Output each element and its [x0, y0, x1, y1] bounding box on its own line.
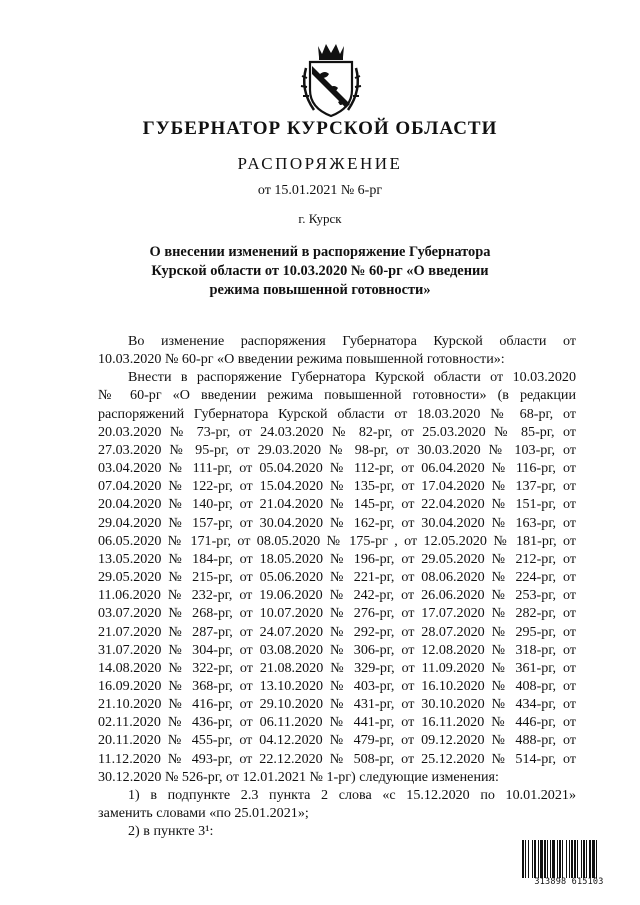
barcode-bar	[574, 840, 576, 878]
body-line: 20.04.2020 № 140-рг, от 21.04.2020 № 145-рг, от 22.04.2020 № 151-рг, от	[98, 496, 576, 513]
body-line: 27.03.2020 № 95-рг, от 29.03.2020 № 98-рг, от 30.03.2020 № 103-рг, от	[98, 441, 576, 458]
body-line: распоряжений Губернатора Курской области от 18.03.2020 № 68-рг, от	[98, 405, 576, 422]
barcode-bar	[559, 840, 561, 878]
body-line: 11.12.2020 № 493-рг, от 22.12.2020 № 508-рг, от 25.12.2020 № 514-рг, от	[98, 750, 576, 767]
barcode-bar	[534, 840, 536, 878]
body-line: заменить словами «по 25.01.2021»;	[98, 805, 309, 822]
document-date-number: от 15.01.2021 № 6-рг	[257, 183, 383, 198]
body-line: 07.04.2020 № 122-рг, от 15.04.2020 № 135-рг, от 17.04.2020 № 137-рг, от	[98, 478, 576, 495]
barcode-bar	[581, 840, 582, 878]
body-line: 11.06.2020 № 232-рг, от 19.06.2020 № 242-рг, от 26.06.2020 № 253-рг, от	[98, 587, 576, 604]
body-line: 10.03.2020 № 60-рг «О введении режима повышенной готовности»:	[98, 351, 505, 368]
body-line: 31.07.2020 № 304-рг, от 03.08.2020 № 306-рг, от 12.08.2020 № 318-рг, от	[98, 641, 576, 658]
barcode-bar	[538, 840, 539, 878]
barcode-bar	[550, 840, 551, 878]
barcode-bar	[586, 840, 587, 878]
barcode-bar	[547, 840, 548, 878]
barcode-bar	[566, 840, 567, 878]
barcode-bar	[569, 840, 570, 878]
kursk-coat-of-arms-icon	[296, 40, 366, 118]
barcode-bar	[525, 840, 526, 878]
barcode-bar	[589, 840, 591, 878]
barcode-number: 313898 615103	[534, 877, 604, 887]
subject-line: режима повышенной готовности»	[209, 282, 431, 298]
barcode-bar	[592, 840, 595, 878]
barcode-bar	[528, 840, 529, 878]
document-type: РАСПОРЯЖЕНИЕ	[237, 154, 403, 173]
governor-title: ГУБЕРНАТОР КУРСКОЙ ОБЛАСТИ	[142, 118, 498, 139]
body-line: 29.04.2020 № 157-рг, от 30.04.2020 № 162-рг, от 30.04.2020 № 163-рг, от	[98, 514, 576, 531]
barcode-bar	[562, 840, 563, 878]
body-line: 20.03.2020 № 73-рг, от 24.03.2020 № 82-рг, от 25.03.2020 № 85-рг, от	[98, 423, 576, 440]
body-line: 13.05.2020 № 184-рг, от 18.05.2020 № 196-рг, от 29.05.2020 № 212-рг, от	[98, 550, 576, 567]
body-line: 06.05.2020 № 171-рг, от 08.05.2020 № 175-рг , от 12.05.2020 № 181-рг, от	[98, 532, 576, 549]
body-line: 16.09.2020 № 368-рг, от 13.10.2020 № 403-рг, от 16.10.2020 № 408-рг, от	[98, 677, 576, 694]
barcode-bar	[522, 840, 524, 878]
document-place: г. Курск	[298, 211, 342, 226]
barcode-bar	[583, 840, 585, 878]
document-subject	[0, 243, 640, 300]
body-line: 21.10.2020 № 416-рг, от 29.10.2020 № 431-рг, от 30.10.2020 № 434-рг, от	[98, 696, 576, 713]
barcode-bar	[596, 840, 597, 878]
body-line: 02.11.2020 № 436-рг, от 06.11.2020 № 441-рг, от 16.11.2020 № 446-рг, от	[98, 714, 576, 731]
subject-line: Курской области от 10.03.2020 № 60-рг «О введении	[151, 263, 489, 279]
body-line: 1) в подпункте 2.3 пункта 2 слова «с 15.12.2020 по 10.01.2021»	[128, 786, 576, 803]
barcode-bar	[557, 840, 558, 878]
body-line: 2) в пункте 3¹:	[128, 823, 214, 840]
barcode-bar	[571, 840, 573, 878]
body-line: 14.08.2020 № 322-рг, от 21.08.2020 № 329-рг, от 11.09.2020 № 361-рг, от	[98, 659, 576, 676]
body-line: 30.12.2020 № 526-рг, от 12.01.2021 № 1-рг) следующие изменения:	[98, 768, 499, 785]
barcode-bar	[540, 840, 543, 878]
barcode-bar	[552, 840, 555, 878]
body-line: 29.05.2020 № 215-рг, от 05.06.2020 № 221-рг, от 08.06.2020 № 224-рг, от	[98, 569, 576, 586]
document-body	[98, 332, 576, 840]
body-line: № 60-рг «О введении режима повышенной готовности» (в редакции	[98, 387, 576, 404]
body-line: Внести в распоряжение Губернатора Курской области от 10.03.2020	[128, 369, 576, 386]
body-line: 21.07.2020 № 287-рг, от 24.07.2020 № 292-рг, от 28.07.2020 № 295-рг, от	[98, 623, 576, 640]
body-line: 03.07.2020 № 268-рг, от 10.07.2020 № 276-рг, от 17.07.2020 № 282-рг, от	[98, 605, 576, 622]
body-line: Во изменение распоряжения Губернатора Курской области от	[128, 333, 576, 349]
body-line: 20.11.2020 № 455-рг, от 04.12.2020 № 479-рг, от 09.12.2020 № 488-рг, от	[98, 732, 576, 749]
barcode	[521, 840, 617, 888]
subject-line: О внесении изменений в распоряжение Губернатора	[149, 244, 491, 260]
body-line: 03.04.2020 № 111-рг, от 05.04.2020 № 112-рг, от 06.04.2020 № 116-рг, от	[98, 460, 576, 477]
barcode-bar	[577, 840, 578, 878]
barcode-bar	[532, 840, 533, 878]
barcode-bars	[521, 840, 617, 878]
barcode-bar	[544, 840, 546, 878]
